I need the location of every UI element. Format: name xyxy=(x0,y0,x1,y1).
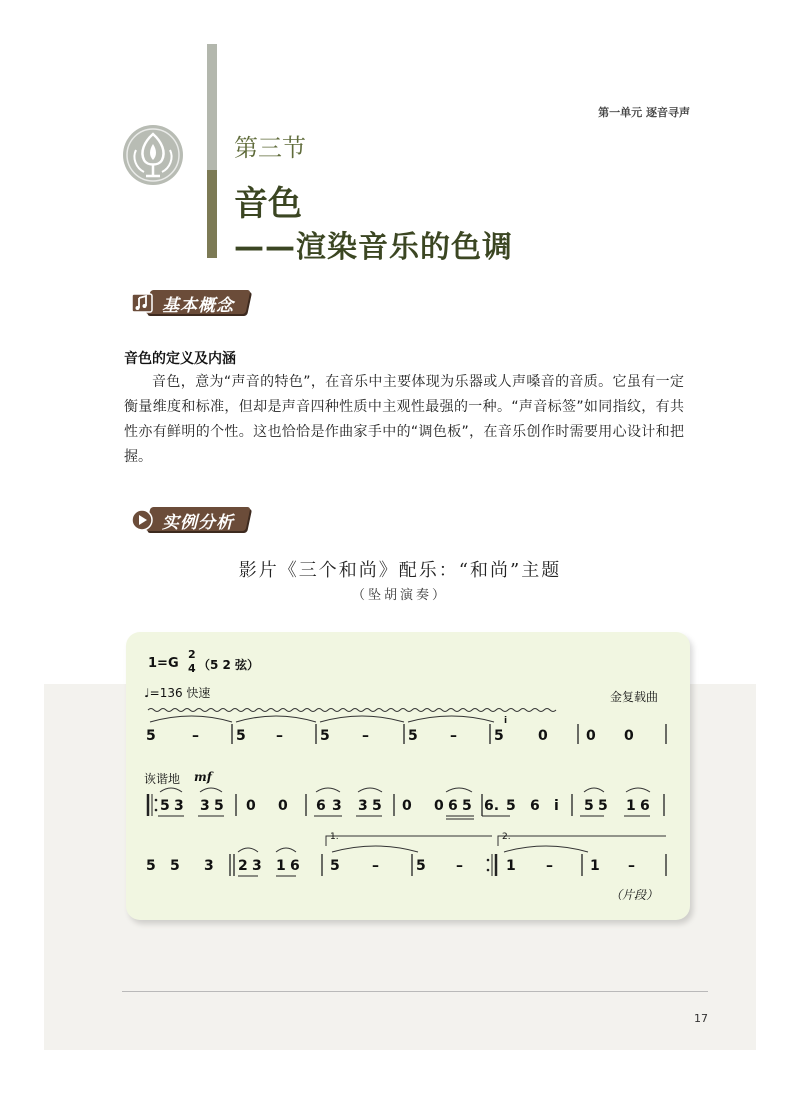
score-note: – xyxy=(456,858,463,874)
score-note: 6 xyxy=(448,798,458,814)
score-note: 5 xyxy=(372,798,382,814)
score-note: 5 xyxy=(416,858,426,874)
title-bar-light xyxy=(207,44,217,170)
score-note: 0 xyxy=(624,728,634,744)
score-note: 5 xyxy=(494,728,504,744)
score-note: – xyxy=(372,858,379,874)
score-arranger: 金复载曲 xyxy=(610,690,659,704)
score-note: 6 xyxy=(290,858,300,874)
score-note: 1 xyxy=(506,858,516,874)
score-note: 0 xyxy=(278,798,288,814)
score-note: 3 xyxy=(204,858,214,874)
score-note: 5 xyxy=(160,798,170,814)
score-note: i xyxy=(554,798,559,814)
score-note: 3 xyxy=(174,798,184,814)
score-note: – xyxy=(546,858,553,874)
unit-label: 第一单元 逐音寻声 xyxy=(598,106,690,119)
music-note-book-icon xyxy=(130,288,156,316)
score-note: – xyxy=(450,728,457,744)
piece-performer: （坠胡演奏） xyxy=(351,588,448,603)
concept-paragraph: 音色，意为“声音的特色”，在音乐中主要体现为乐器或人声嗓音的音质。它虽有一定衡量维度和标准，但却是声音四种性质中主观性最强的一种。“声音标签”如同指纹，有共性亦有鲜明的个性。这也恰恰是作曲家手中的“调色板”，在音乐创作时需要用心设计和把握。 xyxy=(124,374,684,465)
score-note: 5 xyxy=(320,728,330,744)
score-note: 5 xyxy=(584,798,594,814)
score-volta-2: 2. xyxy=(502,832,511,842)
score-note: – xyxy=(362,728,369,744)
score-note: – xyxy=(628,858,635,874)
score-note: 6 xyxy=(316,798,326,814)
score-note: 3 xyxy=(200,798,210,814)
score-dynamic: mf xyxy=(194,770,212,784)
score-note: 5 xyxy=(462,798,472,814)
badge-label: 基本概念 xyxy=(162,296,234,316)
score-note: 5 xyxy=(408,728,418,744)
score-expression: 诙谐地 xyxy=(144,772,181,786)
score-note: 5 xyxy=(598,798,608,814)
score-key: 1=G xyxy=(148,656,179,671)
badge-basic-concepts xyxy=(130,288,248,316)
score-note: 0 xyxy=(434,798,444,814)
score-grace-note: i xyxy=(504,716,508,726)
page-title: 音色 xyxy=(234,184,302,224)
page-subtitle: ——渲染音乐的色调 xyxy=(234,230,513,265)
score-note: 6 xyxy=(640,798,650,814)
score-note: 1 xyxy=(626,798,636,814)
score-note: 3 xyxy=(252,858,262,874)
score-string-info: （5 2 弦） xyxy=(198,658,260,672)
score-note: 5 xyxy=(214,798,224,814)
score-note: 0 xyxy=(538,728,548,744)
score-note: 3 xyxy=(358,798,368,814)
score-note: 1 xyxy=(590,858,600,874)
badge-label: 实例分析 xyxy=(162,513,234,533)
score-note: 5 xyxy=(236,728,246,744)
score-note: – xyxy=(192,728,199,744)
page-number: 17 xyxy=(694,1012,708,1025)
score-note: 5 xyxy=(146,858,156,874)
score-tempo: ♩=136 快速 xyxy=(144,686,211,700)
footer-divider xyxy=(122,991,708,992)
score-note: 1 xyxy=(276,858,286,874)
score-note: 5 xyxy=(330,858,340,874)
score-volta-1: 1. xyxy=(330,832,339,842)
score-note: 5 xyxy=(146,728,156,744)
score-note: 3 xyxy=(332,798,342,814)
score-note: 0 xyxy=(586,728,596,744)
piece-title: 影片《三个和尚》配乐：“和尚”主题 xyxy=(238,560,562,581)
score-note: 5 xyxy=(506,798,516,814)
score-note: 6 xyxy=(530,798,540,814)
score-note: 0 xyxy=(402,798,412,814)
score-time-bottom: 4 xyxy=(188,662,196,675)
score-note: 2 xyxy=(238,858,248,874)
badge-example-analysis xyxy=(130,505,248,533)
score-note: 0 xyxy=(246,798,256,814)
section-emblem-icon xyxy=(122,124,184,186)
title-bar-dark xyxy=(207,170,217,258)
score-fragment-note: （片段） xyxy=(610,888,659,902)
play-icon xyxy=(130,505,156,533)
concept-heading: 音色的定义及内涵 xyxy=(124,351,236,367)
score-time-top: 2 xyxy=(188,648,196,661)
section-label: 第三节 xyxy=(234,134,306,162)
score-note: 6. xyxy=(484,798,500,814)
score-note: 5 xyxy=(170,858,180,874)
score-note: – xyxy=(276,728,283,744)
music-score-panel xyxy=(126,632,690,920)
